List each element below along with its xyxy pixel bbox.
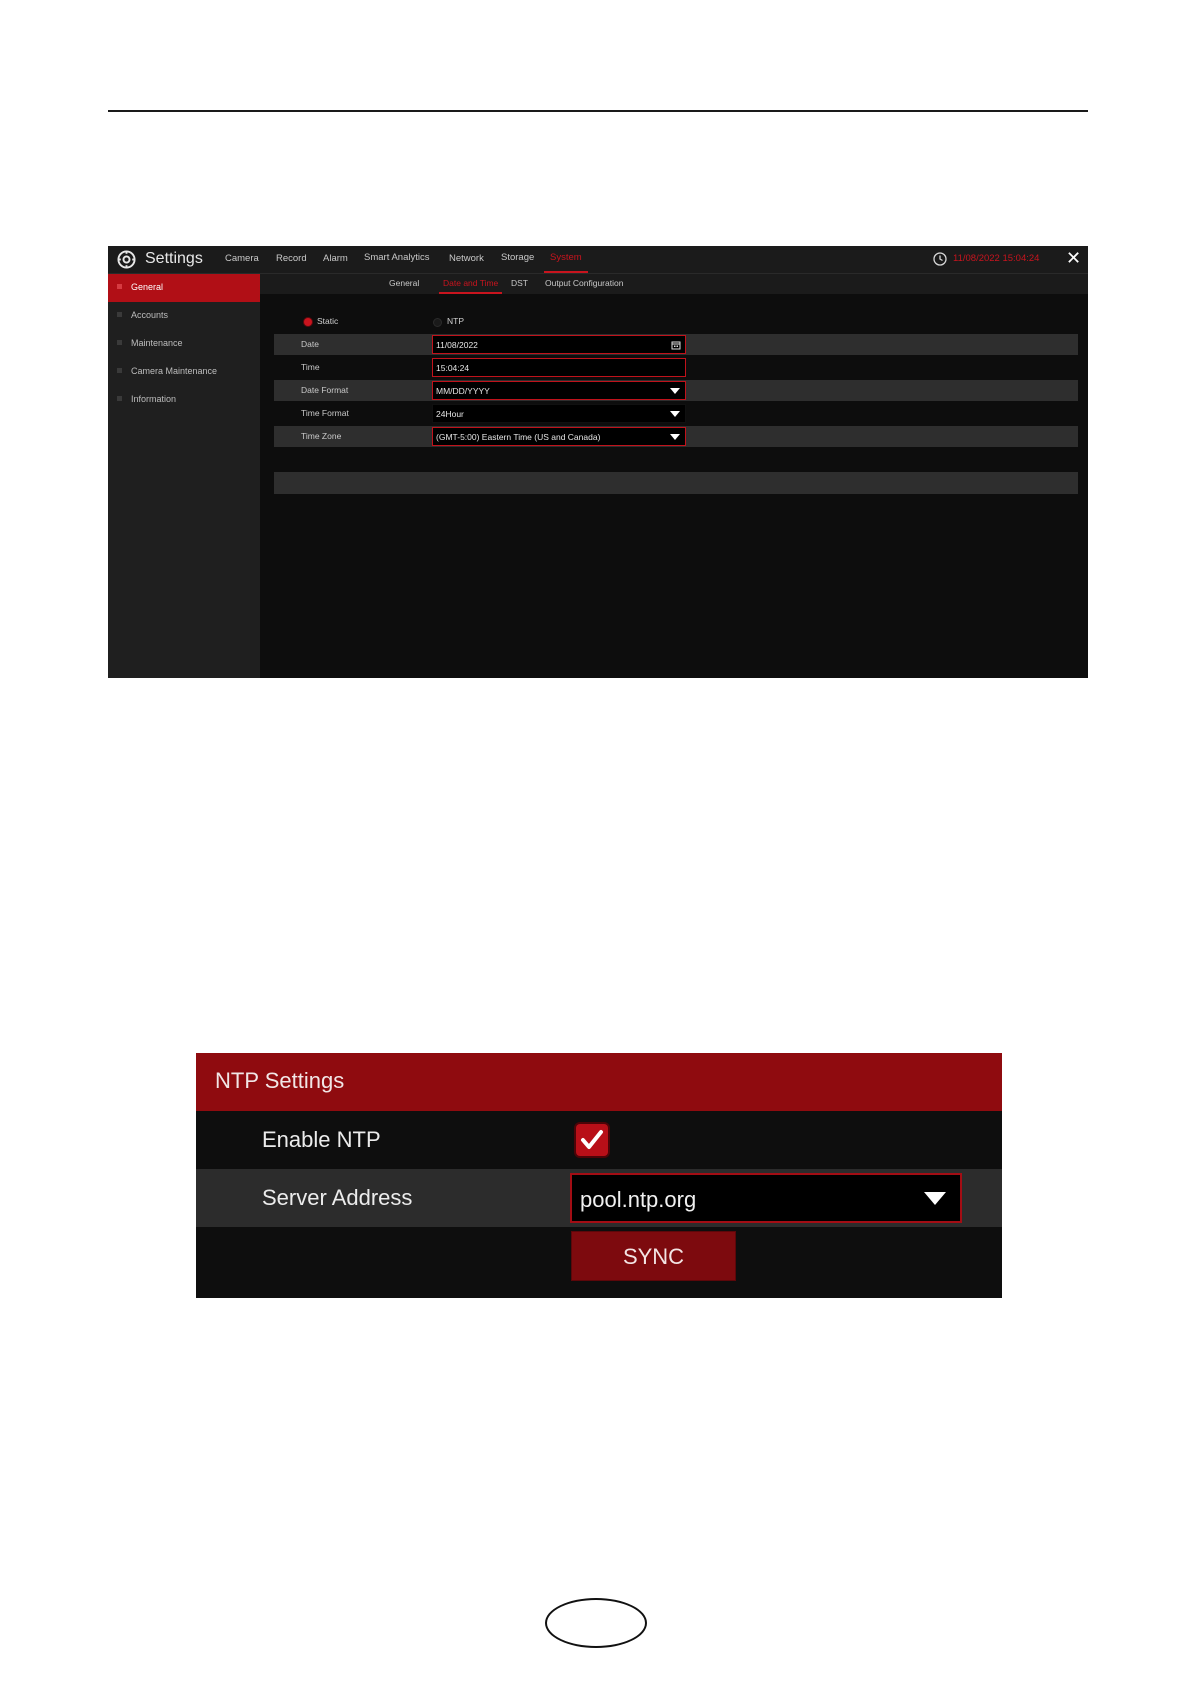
bullet-icon	[117, 396, 122, 401]
clock-icon	[933, 252, 947, 266]
current-datetime: 11/08/2022 15:04:24	[953, 253, 1040, 264]
nav-network[interactable]: Network	[449, 253, 484, 264]
bullet-icon	[117, 368, 122, 373]
time-format-row	[274, 403, 1078, 424]
date-format-label: Date Format	[301, 385, 349, 395]
time-format-select[interactable]	[432, 404, 686, 423]
nav-alarm[interactable]: Alarm	[323, 253, 348, 264]
time-row	[274, 357, 1078, 378]
server-address-value: pool.ntp.org	[580, 1187, 697, 1212]
close-icon[interactable]: ✕	[1066, 248, 1082, 268]
sidebar-item-information[interactable]	[108, 386, 260, 414]
app-title: Settings	[145, 250, 203, 267]
sidebar-item-general[interactable]	[108, 274, 260, 302]
page-header-rule	[108, 110, 1088, 112]
sync-button[interactable]: SYNC	[571, 1231, 736, 1281]
nav-system[interactable]: System	[544, 252, 588, 273]
tab-date-and-time[interactable]: Date and Time	[439, 278, 502, 294]
settings-gear-icon	[117, 250, 136, 269]
sidebar-item-label: Accounts	[131, 310, 169, 320]
enable-ntp-checkbox[interactable]	[576, 1124, 608, 1156]
enable-ntp-row	[196, 1111, 1002, 1169]
top-bar	[108, 246, 1088, 274]
time-zone-label: Time Zone	[301, 431, 342, 441]
enable-ntp-label: Enable NTP	[262, 1127, 381, 1152]
server-address-row	[196, 1169, 1002, 1227]
time-zone-value: (GMT-5:00) Eastern Time (US and Canada)	[436, 432, 601, 442]
ntp-title: NTP Settings	[215, 1068, 345, 1093]
date-label: Date	[301, 339, 319, 349]
chevron-down-icon	[670, 434, 680, 440]
static-radio-label: Static	[317, 316, 339, 326]
time-zone-select[interactable]	[432, 427, 686, 446]
server-address-select[interactable]	[570, 1173, 962, 1223]
sidebar-item-accounts[interactable]	[108, 302, 260, 330]
time-value: 15:04:24	[436, 363, 470, 373]
sidebar-item-label: Information	[131, 394, 177, 404]
time-label: Time	[301, 362, 320, 372]
date-format-value: MM/DD/YYYY	[436, 386, 490, 396]
date-value: 11/08/2022	[436, 340, 478, 350]
time-input[interactable]	[432, 358, 686, 377]
bullet-icon	[117, 340, 122, 345]
ntp-header	[196, 1053, 1002, 1111]
ntp-radio[interactable]	[433, 318, 442, 327]
tab-output-configuration[interactable]: Output Configuration	[545, 278, 624, 288]
nav-record[interactable]: Record	[276, 253, 307, 264]
calendar-icon[interactable]	[671, 340, 681, 350]
static-radio[interactable]	[304, 318, 312, 326]
chevron-down-icon	[670, 388, 680, 394]
nav-camera[interactable]: Camera	[225, 253, 259, 264]
tab-general[interactable]: General	[389, 278, 420, 288]
date-input[interactable]	[432, 335, 686, 354]
tab-dst[interactable]: DST	[511, 278, 528, 288]
server-address-label: Server Address	[262, 1185, 413, 1210]
sidebar-item-maintenance[interactable]	[108, 330, 260, 358]
empty-row	[274, 472, 1078, 494]
ntp-settings-panel	[196, 1053, 1002, 1298]
sidebar-item-camera-maintenance[interactable]	[108, 358, 260, 386]
bullet-icon	[117, 312, 122, 317]
bullet-icon	[117, 284, 122, 289]
chevron-down-icon	[924, 1192, 946, 1205]
settings-window	[108, 246, 1088, 678]
nav-smart-analytics[interactable]: Smart Analytics	[364, 252, 430, 263]
time-format-label: Time Format	[301, 408, 349, 418]
sidebar-item-label: Maintenance	[131, 338, 183, 348]
date-row	[274, 334, 1078, 355]
sidebar-item-label: Camera Maintenance	[131, 366, 218, 376]
date-format-select[interactable]	[432, 381, 686, 400]
time-zone-row	[274, 426, 1078, 447]
checkmark-icon	[579, 1127, 605, 1153]
sidebar	[108, 274, 260, 678]
page-number-oval	[545, 1598, 647, 1648]
date-format-row	[274, 380, 1078, 401]
nav-storage[interactable]: Storage	[501, 252, 535, 263]
subtab-bar	[260, 274, 1088, 294]
time-format-value: 24Hour	[436, 409, 464, 419]
ntp-radio-label: NTP	[447, 316, 464, 326]
sidebar-item-label: General	[131, 282, 164, 292]
chevron-down-icon	[670, 411, 680, 417]
